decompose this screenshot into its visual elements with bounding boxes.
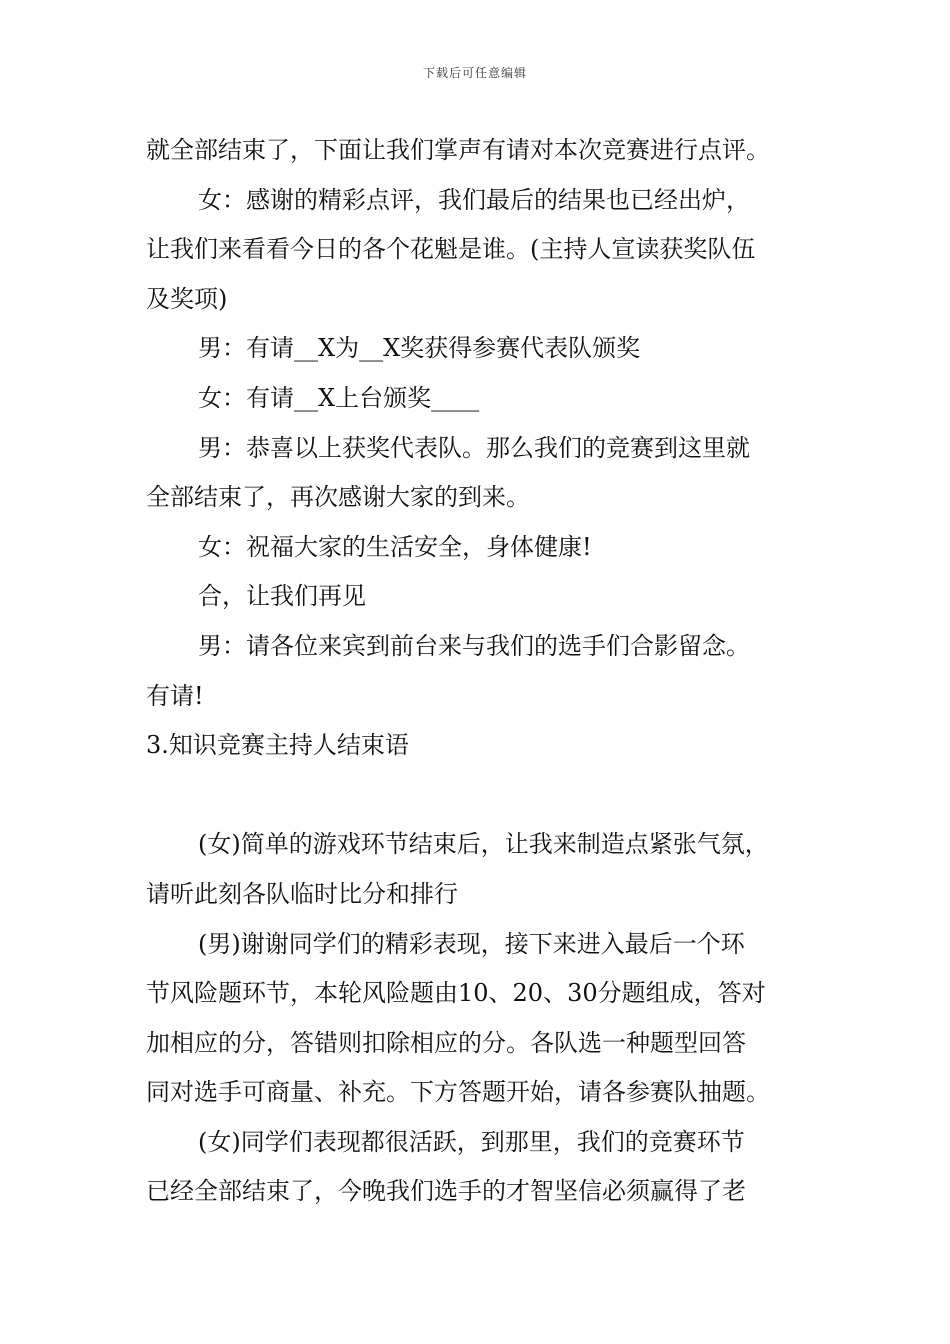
text-line: (女)简单的游戏环节结束后，让我来制造点紧张气氛， <box>198 830 769 859</box>
text-line: 男：恭喜以上获奖代表队。那么我们的竞赛到这里就 <box>198 433 750 462</box>
text-line: 有请! <box>146 681 204 710</box>
text-line: 同对选手可商量、补充。下方答题开始，请各参赛队抽题。 <box>146 1078 770 1107</box>
text-line: (女)同学们表现都很活跃，到那里，我们的竞赛环节 <box>198 1127 745 1156</box>
text-line: (男)谢谢同学们的精彩表现，接下来进入最后一个环 <box>198 929 745 958</box>
document-body <box>146 126 816 1217</box>
text-line: 男：有请__X为__X奖获得参赛代表队颁奖 <box>198 334 641 363</box>
section-heading: 3.知识竞赛主持人结束语 <box>146 731 409 760</box>
text-line: 及奖项) <box>146 284 228 313</box>
text-line: 加相应的分，答错则扣除相应的分。各队选一种题型回答 <box>146 1028 746 1057</box>
text-line: 男：请各位来宾到前台来与我们的选手们合影留念。 <box>198 631 750 660</box>
text-line: 女：感谢的精彩点评，我们最后的结果也已经出炉， <box>198 185 750 214</box>
page-header: 下载后可任意编辑 <box>422 66 527 80</box>
blank-line <box>146 771 816 821</box>
text-line: 女：有请__X上台颁奖____ <box>198 383 480 412</box>
text-line: 全部结束了，再次感谢大家的到来。 <box>146 483 530 512</box>
text-line: 女：祝福大家的生活安全，身体健康! <box>198 532 592 561</box>
text-line: 已经全部结束了，今晚我们选手的才智坚信必须赢得了老 <box>146 1177 746 1206</box>
text-line: 请听此刻各队临时比分和排行 <box>146 879 458 908</box>
text-line: 就全部结束了，下面让我们掌声有请对本次竞赛进行点评。 <box>146 136 770 164</box>
text-line: 节风险题环节，本轮风险题由10、20、30分题组成，答对 <box>146 979 766 1008</box>
text-line: 合，让我们再见 <box>198 582 366 611</box>
text-line: 让我们来看看今日的各个花魁是谁。(主持人宣读获奖队伍 <box>146 235 756 264</box>
